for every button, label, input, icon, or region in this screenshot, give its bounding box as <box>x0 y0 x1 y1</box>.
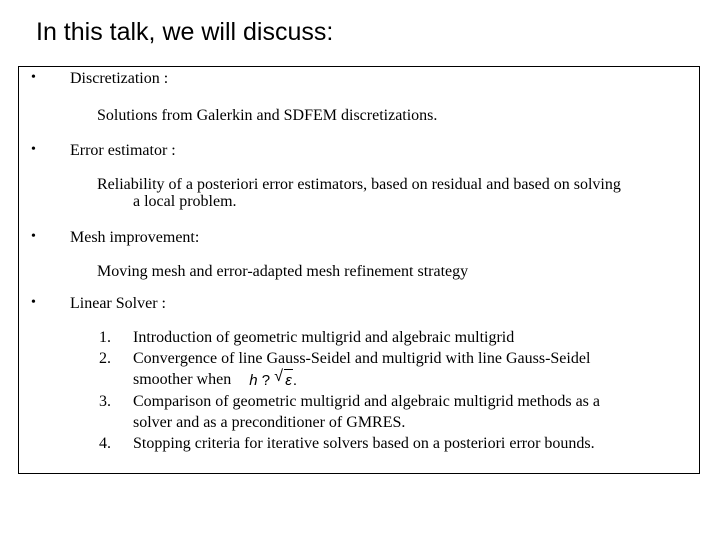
heading-mesh-improvement: Mesh improvement: <box>70 229 200 246</box>
detail-mesh-improvement: Moving mesh and error-adapted mesh refinement strategy <box>97 263 469 280</box>
radical-sign: √ <box>274 368 284 386</box>
solver-item-line: Comparison of geometric multigrid and algebraic multigrid methods as a <box>133 393 600 410</box>
solver-item-line: smoother when <box>133 371 232 388</box>
solver-item-4 <box>133 433 693 454</box>
solver-item-line: Stopping criteria for iterative solvers based on a posteriori error bounds. <box>133 435 595 452</box>
math-h: h <box>249 372 258 390</box>
math-period: . <box>292 372 297 390</box>
solver-item-3 <box>133 391 693 433</box>
detail-error-estimator-line1: Reliability of a posteriori error estimators, based on residual and based on solving <box>97 176 621 193</box>
content-box <box>18 66 700 474</box>
item-number: 4. <box>99 435 111 452</box>
bullet-discretization: • <box>31 70 36 85</box>
solver-item-line-with-math <box>133 369 693 391</box>
solver-item-2 <box>133 348 693 391</box>
solver-item-line: Introduction of geometric multigrid and algebraic multigrid <box>133 329 515 346</box>
bullet-mesh-improvement: • <box>31 229 36 244</box>
bullet-error-estimator: • <box>31 142 36 157</box>
math-expression <box>249 369 297 391</box>
math-radicand: ε <box>284 369 293 391</box>
detail-error-estimator-line2: a local problem. <box>133 193 237 210</box>
solver-item-line: solver and as a preconditioner of GMRES. <box>133 414 406 431</box>
solver-item-line: Convergence of line Gauss-Seidel and multigrid with line Gauss-Seidel <box>133 350 591 367</box>
heading-linear-solver: Linear Solver : <box>70 295 166 312</box>
solver-item-1 <box>133 327 693 348</box>
sqrt-expression <box>274 369 293 391</box>
heading-discretization: Discretization : <box>70 70 169 87</box>
heading-error-estimator: Error estimator : <box>70 142 176 159</box>
item-number: 3. <box>99 393 111 410</box>
item-number: 2. <box>99 350 111 367</box>
slide-title: In this talk, we will discuss: <box>36 18 334 46</box>
item-number: 1. <box>99 329 111 346</box>
math-question: ? <box>261 372 271 390</box>
bullet-linear-solver: • <box>31 295 36 310</box>
detail-discretization: Solutions from Galerkin and SDFEM discretizations. <box>97 107 438 124</box>
